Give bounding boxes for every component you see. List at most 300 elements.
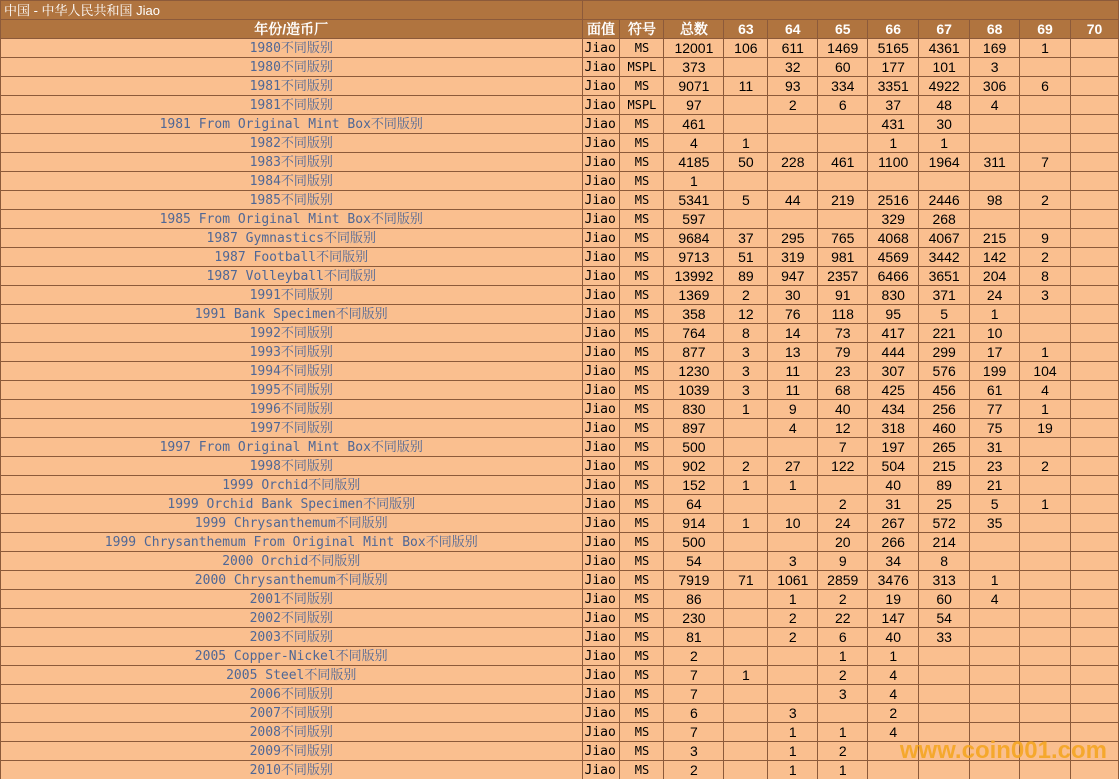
cell-denomination[interactable]: Jiao — [582, 58, 620, 77]
cell-grade-64[interactable]: 1 — [768, 476, 818, 495]
cell-total[interactable]: 9713 — [664, 248, 724, 267]
cell-grade-66[interactable]: 4068 — [868, 229, 919, 248]
cell-denomination[interactable]: Jiao — [582, 723, 620, 742]
cell-grade-68[interactable]: 98 — [970, 191, 1020, 210]
cell-grade-67[interactable]: 256 — [919, 400, 970, 419]
cell-denomination[interactable]: Jiao — [582, 457, 620, 476]
cell-grade-68[interactable]: 199 — [970, 362, 1020, 381]
cell-denomination[interactable]: Jiao — [582, 362, 620, 381]
cell-total[interactable]: 13992 — [664, 267, 724, 286]
cell-grade-66[interactable]: 147 — [868, 609, 919, 628]
cell-grade-64[interactable] — [768, 495, 818, 514]
cell-grade-64[interactable]: 76 — [768, 305, 818, 324]
cell-denomination[interactable]: Jiao — [582, 647, 620, 666]
cell-variety[interactable]: 1985不同版别 — [1, 191, 583, 210]
cell-grade-63[interactable]: 12 — [724, 305, 768, 324]
cell-designation[interactable]: MS — [620, 305, 664, 324]
cell-grade-64[interactable] — [768, 533, 818, 552]
cell-denomination[interactable]: Jiao — [582, 685, 620, 704]
cell-grade-65[interactable]: 2 — [818, 590, 868, 609]
cell-denomination[interactable]: Jiao — [582, 495, 620, 514]
cell-grade-70[interactable] — [1071, 533, 1119, 552]
cell-designation[interactable]: MS — [620, 666, 664, 685]
cell-total[interactable]: 1369 — [664, 286, 724, 305]
cell-grade-68[interactable] — [970, 172, 1020, 191]
cell-denomination[interactable]: Jiao — [582, 324, 620, 343]
cell-grade-67[interactable]: 60 — [919, 590, 970, 609]
cell-variety[interactable]: 2009不同版别 — [1, 742, 583, 761]
cell-grade-65[interactable]: 6 — [818, 628, 868, 647]
cell-denomination[interactable]: Jiao — [582, 438, 620, 457]
cell-grade-63[interactable] — [724, 115, 768, 134]
cell-denomination[interactable]: Jiao — [582, 115, 620, 134]
cell-denomination[interactable]: Jiao — [582, 305, 620, 324]
cell-denomination[interactable]: Jiao — [582, 476, 620, 495]
cell-grade-69[interactable]: 7 — [1020, 153, 1071, 172]
cell-grade-69[interactable] — [1020, 305, 1071, 324]
cell-grade-65[interactable]: 1 — [818, 761, 868, 779]
cell-grade-69[interactable] — [1020, 552, 1071, 571]
cell-designation[interactable]: MS — [620, 514, 664, 533]
cell-variety[interactable]: 1999 Chrysanthemum不同版别 — [1, 514, 583, 533]
cell-grade-63[interactable]: 1 — [724, 514, 768, 533]
cell-grade-64[interactable]: 295 — [768, 229, 818, 248]
cell-grade-66[interactable]: 4 — [868, 666, 919, 685]
cell-grade-65[interactable]: 1 — [818, 723, 868, 742]
cell-grade-63[interactable]: 89 — [724, 267, 768, 286]
cell-grade-70[interactable] — [1071, 666, 1119, 685]
cell-designation[interactable]: MS — [620, 115, 664, 134]
cell-grade-63[interactable] — [724, 552, 768, 571]
cell-denomination[interactable]: Jiao — [582, 96, 620, 115]
cell-grade-67[interactable]: 268 — [919, 210, 970, 229]
cell-variety[interactable]: 1996不同版别 — [1, 400, 583, 419]
cell-grade-64[interactable]: 4 — [768, 419, 818, 438]
cell-variety[interactable]: 1999 Orchid Bank Specimen不同版别 — [1, 495, 583, 514]
cell-grade-65[interactable]: 2 — [818, 742, 868, 761]
cell-denomination[interactable]: Jiao — [582, 153, 620, 172]
cell-grade-68[interactable]: 21 — [970, 476, 1020, 495]
cell-total[interactable]: 7 — [664, 723, 724, 742]
cell-total[interactable]: 1 — [664, 172, 724, 191]
cell-grade-69[interactable]: 9 — [1020, 229, 1071, 248]
cell-variety[interactable]: 1999 Orchid不同版别 — [1, 476, 583, 495]
cell-grade-64[interactable]: 1 — [768, 590, 818, 609]
cell-variety[interactable]: 2010不同版别 — [1, 761, 583, 779]
cell-grade-69[interactable]: 4 — [1020, 381, 1071, 400]
cell-grade-68[interactable]: 1 — [970, 571, 1020, 590]
cell-grade-64[interactable]: 228 — [768, 153, 818, 172]
cell-grade-68[interactable]: 4 — [970, 96, 1020, 115]
cell-designation[interactable]: MS — [620, 590, 664, 609]
cell-grade-64[interactable]: 11 — [768, 362, 818, 381]
cell-grade-67[interactable]: 4922 — [919, 77, 970, 96]
cell-variety[interactable]: 1997不同版别 — [1, 419, 583, 438]
header-grade-65[interactable]: 65 — [818, 20, 868, 39]
cell-grade-69[interactable] — [1020, 96, 1071, 115]
cell-grade-63[interactable]: 3 — [724, 381, 768, 400]
cell-total[interactable]: 86 — [664, 590, 724, 609]
cell-grade-70[interactable] — [1071, 400, 1119, 419]
cell-grade-68[interactable] — [970, 533, 1020, 552]
cell-total[interactable]: 12001 — [664, 39, 724, 58]
cell-grade-65[interactable]: 981 — [818, 248, 868, 267]
cell-denomination[interactable]: Jiao — [582, 134, 620, 153]
cell-grade-67[interactable]: 1 — [919, 134, 970, 153]
cell-grade-70[interactable] — [1071, 267, 1119, 286]
cell-grade-69[interactable] — [1020, 590, 1071, 609]
cell-grade-65[interactable]: 3 — [818, 685, 868, 704]
header-total[interactable]: 总数 — [664, 20, 724, 39]
cell-grade-67[interactable]: 572 — [919, 514, 970, 533]
cell-variety[interactable]: 1991 Bank Specimen不同版别 — [1, 305, 583, 324]
cell-grade-70[interactable] — [1071, 305, 1119, 324]
cell-total[interactable]: 97 — [664, 96, 724, 115]
cell-grade-65[interactable]: 23 — [818, 362, 868, 381]
cell-grade-65[interactable]: 461 — [818, 153, 868, 172]
cell-designation[interactable]: MSPL — [620, 58, 664, 77]
cell-grade-70[interactable] — [1071, 590, 1119, 609]
cell-grade-68[interactable] — [970, 115, 1020, 134]
cell-grade-64[interactable]: 27 — [768, 457, 818, 476]
cell-grade-69[interactable] — [1020, 666, 1071, 685]
cell-grade-64[interactable] — [768, 115, 818, 134]
cell-total[interactable]: 597 — [664, 210, 724, 229]
cell-grade-66[interactable]: 1 — [868, 647, 919, 666]
cell-grade-69[interactable] — [1020, 533, 1071, 552]
cell-grade-65[interactable]: 2 — [818, 666, 868, 685]
cell-grade-65[interactable]: 2357 — [818, 267, 868, 286]
cell-designation[interactable]: MS — [620, 191, 664, 210]
cell-grade-64[interactable]: 44 — [768, 191, 818, 210]
cell-grade-67[interactable]: 215 — [919, 457, 970, 476]
cell-total[interactable]: 152 — [664, 476, 724, 495]
cell-grade-65[interactable]: 9 — [818, 552, 868, 571]
cell-grade-69[interactable] — [1020, 172, 1071, 191]
cell-grade-67[interactable]: 313 — [919, 571, 970, 590]
cell-grade-64[interactable]: 947 — [768, 267, 818, 286]
cell-grade-66[interactable]: 4 — [868, 723, 919, 742]
cell-grade-63[interactable]: 8 — [724, 324, 768, 343]
cell-total[interactable]: 373 — [664, 58, 724, 77]
header-grade-63[interactable]: 63 — [724, 20, 768, 39]
cell-grade-67[interactable]: 5 — [919, 305, 970, 324]
cell-grade-65[interactable]: 122 — [818, 457, 868, 476]
cell-grade-64[interactable]: 93 — [768, 77, 818, 96]
cell-grade-68[interactable]: 1 — [970, 305, 1020, 324]
cell-grade-67[interactable]: 54 — [919, 609, 970, 628]
cell-grade-64[interactable] — [768, 172, 818, 191]
cell-grade-66[interactable]: 177 — [868, 58, 919, 77]
cell-grade-63[interactable]: 2 — [724, 286, 768, 305]
cell-grade-64[interactable]: 11 — [768, 381, 818, 400]
cell-grade-65[interactable]: 12 — [818, 419, 868, 438]
cell-designation[interactable]: MS — [620, 476, 664, 495]
cell-grade-65[interactable]: 334 — [818, 77, 868, 96]
cell-total[interactable]: 9684 — [664, 229, 724, 248]
cell-grade-69[interactable]: 1 — [1020, 400, 1071, 419]
cell-variety[interactable]: 1980不同版别 — [1, 58, 583, 77]
cell-grade-68[interactable] — [970, 666, 1020, 685]
cell-grade-64[interactable]: 3 — [768, 552, 818, 571]
cell-grade-70[interactable] — [1071, 704, 1119, 723]
cell-grade-67[interactable]: 33 — [919, 628, 970, 647]
cell-grade-67[interactable]: 48 — [919, 96, 970, 115]
cell-designation[interactable]: MS — [620, 628, 664, 647]
cell-designation[interactable]: MSPL — [620, 96, 664, 115]
header-grade-69[interactable]: 69 — [1020, 20, 1071, 39]
cell-variety[interactable]: 2007不同版别 — [1, 704, 583, 723]
cell-grade-70[interactable] — [1071, 609, 1119, 628]
cell-grade-68[interactable]: 10 — [970, 324, 1020, 343]
cell-denomination[interactable]: Jiao — [582, 77, 620, 96]
cell-grade-66[interactable]: 504 — [868, 457, 919, 476]
cell-grade-67[interactable]: 89 — [919, 476, 970, 495]
cell-total[interactable]: 1039 — [664, 381, 724, 400]
cell-designation[interactable]: MS — [620, 343, 664, 362]
cell-grade-63[interactable] — [724, 647, 768, 666]
cell-grade-65[interactable]: 79 — [818, 343, 868, 362]
cell-grade-69[interactable] — [1020, 134, 1071, 153]
cell-grade-69[interactable]: 2 — [1020, 457, 1071, 476]
cell-variety[interactable]: 1981 From Original Mint Box不同版别 — [1, 115, 583, 134]
cell-total[interactable]: 230 — [664, 609, 724, 628]
cell-grade-70[interactable] — [1071, 96, 1119, 115]
cell-grade-65[interactable]: 22 — [818, 609, 868, 628]
cell-designation[interactable]: MS — [620, 438, 664, 457]
cell-grade-64[interactable]: 319 — [768, 248, 818, 267]
cell-grade-64[interactable] — [768, 647, 818, 666]
cell-grade-66[interactable]: 267 — [868, 514, 919, 533]
cell-total[interactable]: 3 — [664, 742, 724, 761]
cell-grade-69[interactable] — [1020, 514, 1071, 533]
cell-grade-67[interactable]: 371 — [919, 286, 970, 305]
cell-grade-69[interactable]: 6 — [1020, 77, 1071, 96]
cell-total[interactable]: 877 — [664, 343, 724, 362]
cell-grade-64[interactable]: 3 — [768, 704, 818, 723]
cell-variety[interactable]: 1985 From Original Mint Box不同版别 — [1, 210, 583, 229]
cell-grade-68[interactable] — [970, 552, 1020, 571]
cell-designation[interactable]: MS — [620, 248, 664, 267]
cell-grade-63[interactable]: 3 — [724, 343, 768, 362]
cell-grade-66[interactable]: 197 — [868, 438, 919, 457]
cell-grade-66[interactable]: 2 — [868, 704, 919, 723]
cell-variety[interactable]: 1981不同版别 — [1, 96, 583, 115]
cell-denomination[interactable]: Jiao — [582, 210, 620, 229]
cell-grade-66[interactable]: 266 — [868, 533, 919, 552]
cell-total[interactable]: 914 — [664, 514, 724, 533]
cell-designation[interactable]: MS — [620, 704, 664, 723]
header-year-mint[interactable]: 年份/造币厂 — [1, 20, 583, 39]
cell-grade-66[interactable]: 1 — [868, 134, 919, 153]
cell-grade-67[interactable]: 576 — [919, 362, 970, 381]
cell-grade-69[interactable] — [1020, 324, 1071, 343]
cell-grade-63[interactable] — [724, 495, 768, 514]
cell-grade-63[interactable] — [724, 96, 768, 115]
cell-grade-67[interactable]: 456 — [919, 381, 970, 400]
cell-grade-65[interactable] — [818, 172, 868, 191]
cell-designation[interactable]: MS — [620, 457, 664, 476]
cell-grade-69[interactable] — [1020, 476, 1071, 495]
cell-grade-63[interactable]: 1 — [724, 666, 768, 685]
cell-grade-67[interactable]: 30 — [919, 115, 970, 134]
cell-grade-67[interactable]: 221 — [919, 324, 970, 343]
cell-grade-64[interactable]: 9 — [768, 400, 818, 419]
cell-grade-64[interactable]: 2 — [768, 96, 818, 115]
cell-variety[interactable]: 1991不同版别 — [1, 286, 583, 305]
cell-grade-64[interactable]: 32 — [768, 58, 818, 77]
cell-grade-64[interactable]: 1061 — [768, 571, 818, 590]
cell-grade-70[interactable] — [1071, 324, 1119, 343]
cell-total[interactable]: 461 — [664, 115, 724, 134]
cell-grade-66[interactable]: 431 — [868, 115, 919, 134]
cell-grade-67[interactable]: 214 — [919, 533, 970, 552]
cell-grade-66[interactable]: 307 — [868, 362, 919, 381]
cell-denomination[interactable]: Jiao — [582, 229, 620, 248]
cell-variety[interactable]: 1987 Gymnastics不同版别 — [1, 229, 583, 248]
cell-grade-63[interactable] — [724, 419, 768, 438]
cell-designation[interactable]: MS — [620, 153, 664, 172]
sheet-title[interactable]: 中国 - 中华人民共和国 Jiao — [1, 1, 583, 20]
cell-designation[interactable]: MS — [620, 609, 664, 628]
cell-grade-67[interactable]: 265 — [919, 438, 970, 457]
cell-grade-63[interactable] — [724, 438, 768, 457]
cell-total[interactable]: 4185 — [664, 153, 724, 172]
cell-variety[interactable]: 1982不同版别 — [1, 134, 583, 153]
cell-variety[interactable]: 2008不同版别 — [1, 723, 583, 742]
cell-variety[interactable]: 1992不同版别 — [1, 324, 583, 343]
header-grade-64[interactable]: 64 — [768, 20, 818, 39]
cell-grade-70[interactable] — [1071, 77, 1119, 96]
cell-grade-66[interactable]: 444 — [868, 343, 919, 362]
cell-denomination[interactable]: Jiao — [582, 191, 620, 210]
cell-denomination[interactable]: Jiao — [582, 590, 620, 609]
cell-grade-70[interactable] — [1071, 286, 1119, 305]
cell-grade-70[interactable] — [1071, 419, 1119, 438]
cell-grade-69[interactable] — [1020, 571, 1071, 590]
title-blank[interactable] — [582, 1, 1119, 20]
cell-grade-69[interactable]: 19 — [1020, 419, 1071, 438]
cell-grade-64[interactable] — [768, 210, 818, 229]
cell-grade-68[interactable]: 5 — [970, 495, 1020, 514]
cell-denomination[interactable]: Jiao — [582, 761, 620, 779]
cell-designation[interactable]: MS — [620, 742, 664, 761]
cell-grade-67[interactable]: 299 — [919, 343, 970, 362]
cell-variety[interactable]: 1999 Chrysanthemum From Original Mint Box不同版别 — [1, 533, 583, 552]
cell-total[interactable]: 500 — [664, 533, 724, 552]
cell-grade-63[interactable]: 71 — [724, 571, 768, 590]
cell-designation[interactable]: MS — [620, 495, 664, 514]
cell-grade-63[interactable]: 37 — [724, 229, 768, 248]
cell-grade-65[interactable]: 219 — [818, 191, 868, 210]
cell-variety[interactable]: 1987 Volleyball不同版别 — [1, 267, 583, 286]
cell-grade-66[interactable]: 5165 — [868, 39, 919, 58]
cell-grade-63[interactable] — [724, 685, 768, 704]
cell-grade-70[interactable] — [1071, 571, 1119, 590]
cell-grade-64[interactable]: 2 — [768, 609, 818, 628]
cell-designation[interactable]: MS — [620, 761, 664, 779]
cell-variety[interactable]: 1998不同版别 — [1, 457, 583, 476]
cell-total[interactable]: 7919 — [664, 571, 724, 590]
cell-grade-65[interactable] — [818, 115, 868, 134]
cell-total[interactable]: 764 — [664, 324, 724, 343]
cell-designation[interactable]: MS — [620, 229, 664, 248]
cell-grade-65[interactable]: 68 — [818, 381, 868, 400]
cell-grade-68[interactable] — [970, 647, 1020, 666]
cell-total[interactable]: 64 — [664, 495, 724, 514]
cell-variety[interactable]: 1994不同版别 — [1, 362, 583, 381]
cell-grade-69[interactable] — [1020, 115, 1071, 134]
cell-grade-66[interactable]: 31 — [868, 495, 919, 514]
cell-grade-63[interactable] — [724, 590, 768, 609]
cell-grade-66[interactable]: 37 — [868, 96, 919, 115]
cell-denomination[interactable]: Jiao — [582, 704, 620, 723]
cell-variety[interactable]: 2006不同版别 — [1, 685, 583, 704]
cell-grade-66[interactable]: 329 — [868, 210, 919, 229]
cell-designation[interactable]: MS — [620, 134, 664, 153]
cell-grade-70[interactable] — [1071, 457, 1119, 476]
cell-denomination[interactable]: Jiao — [582, 343, 620, 362]
cell-designation[interactable]: MS — [620, 210, 664, 229]
cell-grade-63[interactable] — [724, 761, 768, 779]
cell-denomination[interactable]: Jiao — [582, 742, 620, 761]
cell-variety[interactable]: 1980不同版别 — [1, 39, 583, 58]
cell-grade-68[interactable]: 3 — [970, 58, 1020, 77]
cell-grade-70[interactable] — [1071, 362, 1119, 381]
cell-designation[interactable]: MS — [620, 647, 664, 666]
cell-grade-69[interactable]: 1 — [1020, 39, 1071, 58]
cell-grade-64[interactable] — [768, 438, 818, 457]
cell-grade-64[interactable] — [768, 666, 818, 685]
cell-grade-64[interactable]: 10 — [768, 514, 818, 533]
cell-grade-64[interactable] — [768, 134, 818, 153]
cell-grade-66[interactable]: 19 — [868, 590, 919, 609]
cell-grade-67[interactable]: 4067 — [919, 229, 970, 248]
cell-grade-63[interactable]: 51 — [724, 248, 768, 267]
header-grade-68[interactable]: 68 — [970, 20, 1020, 39]
cell-grade-70[interactable] — [1071, 229, 1119, 248]
cell-variety[interactable]: 1984不同版别 — [1, 172, 583, 191]
cell-total[interactable]: 54 — [664, 552, 724, 571]
cell-grade-66[interactable]: 4569 — [868, 248, 919, 267]
cell-grade-70[interactable] — [1071, 210, 1119, 229]
cell-grade-64[interactable]: 30 — [768, 286, 818, 305]
cell-grade-65[interactable]: 6 — [818, 96, 868, 115]
cell-grade-68[interactable]: 61 — [970, 381, 1020, 400]
cell-grade-67[interactable]: 2446 — [919, 191, 970, 210]
cell-denomination[interactable]: Jiao — [582, 267, 620, 286]
cell-designation[interactable]: MS — [620, 267, 664, 286]
cell-grade-69[interactable] — [1020, 628, 1071, 647]
cell-grade-69[interactable] — [1020, 704, 1071, 723]
cell-designation[interactable]: MS — [620, 685, 664, 704]
cell-total[interactable]: 81 — [664, 628, 724, 647]
header-grade-67[interactable]: 67 — [919, 20, 970, 39]
cell-grade-68[interactable]: 306 — [970, 77, 1020, 96]
cell-grade-66[interactable]: 40 — [868, 476, 919, 495]
cell-grade-70[interactable] — [1071, 172, 1119, 191]
cell-variety[interactable]: 2000 Orchid不同版别 — [1, 552, 583, 571]
cell-grade-70[interactable] — [1071, 647, 1119, 666]
cell-total[interactable]: 5341 — [664, 191, 724, 210]
cell-grade-64[interactable]: 1 — [768, 723, 818, 742]
cell-grade-64[interactable]: 13 — [768, 343, 818, 362]
cell-total[interactable]: 9071 — [664, 77, 724, 96]
cell-grade-63[interactable] — [724, 210, 768, 229]
cell-grade-63[interactable]: 5 — [724, 191, 768, 210]
cell-grade-66[interactable]: 3351 — [868, 77, 919, 96]
cell-grade-63[interactable] — [724, 172, 768, 191]
